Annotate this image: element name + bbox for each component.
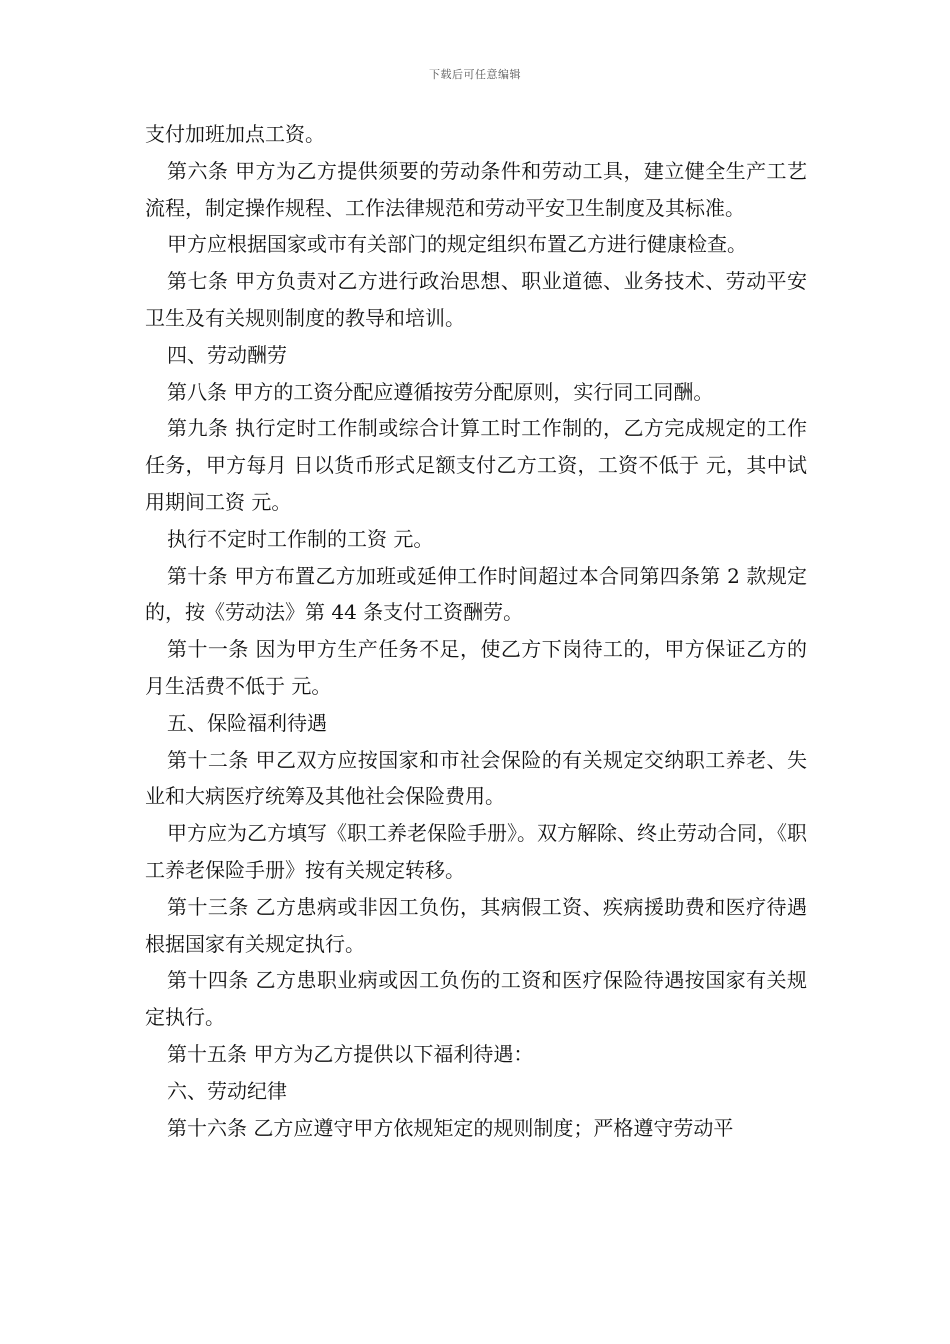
document-body xyxy=(145,116,807,1146)
paragraph-article-13: 第十三条 乙方患病或非因工负伤，其病假工资、疾病援助费和医疗待遇根据国家有关规定执行。 xyxy=(145,894,807,956)
paragraph-pension-handbook: 甲方应为乙方填写《职工养老保险手册》。双方解除、终止劳动合同，《职工养老保险手册》按有关规定转移。 xyxy=(145,821,807,882)
paragraph-article-11: 第十一条 因为甲方生产任务不足，使乙方下岗待工的，甲方保证乙方的月生活费不低于 元。 xyxy=(145,637,807,698)
paragraph-article-10: 第十条 甲方布置乙方加班或延伸工作时间超过本合同第四条第 2 款规定的，按《劳动法》第 44 条支付工资酬劳。 xyxy=(145,563,807,625)
paragraph-article-9: 第九条 执行定时工作制或综合计算工时工作制的，乙方完成规定的工作任务，甲方每月 日以货币形式足额支付乙方工资，工资不低于 元，其中试用期间工资 元。 xyxy=(145,416,807,514)
paragraph-article-12: 第十二条 甲乙双方应按国家和市社会保险的有关规定交纳职工养老、失业和大病医疗统筹及其他社会保险费用。 xyxy=(145,747,807,809)
paragraph-article-15: 第十五条 甲方为乙方提供以下福利待遇： xyxy=(167,1041,534,1066)
section-heading-compensation: 四、劳动酬劳 xyxy=(167,342,287,367)
paragraph-article-8: 第八条 甲方的工资分配应遵循按劳分配原则，实行同工同酬。 xyxy=(167,379,714,404)
paragraph-variable-hours-wage: 执行不定时工作制的工资 元。 xyxy=(167,526,434,551)
section-heading-insurance: 五、保险福利待遇 xyxy=(167,710,327,735)
paragraph-article-7: 第七条 甲方负责对乙方进行政治思想、职业道德、业务技术、劳动平安卫生及有关规则制度的教导和培训。 xyxy=(145,269,807,330)
paragraph-health-check: 甲方应根据国家或市有关部门的规定组织布置乙方进行健康检查。 xyxy=(167,232,747,257)
paragraph-article-14: 第十四条 乙方患职业病或因工负伤的工资和医疗保险待遇按国家有关规定执行。 xyxy=(145,968,807,1030)
paragraph-article-6: 第六条 甲方为乙方提供须要的劳动条件和劳动工具，建立健全生产工艺流程，制定操作规程、工作法律规范和劳动平安卫生制度及其标准。 xyxy=(145,158,807,220)
paragraph-article-16: 第十六条 乙方应遵守甲方依规矩定的规则制度；严格遵守劳动平 xyxy=(167,1115,734,1140)
paragraph-continuation: 支付加班加点工资。 xyxy=(145,122,325,146)
page-header: 下载后可任意编辑 xyxy=(429,68,521,81)
section-heading-discipline: 六、劳动纪律 xyxy=(167,1078,287,1103)
